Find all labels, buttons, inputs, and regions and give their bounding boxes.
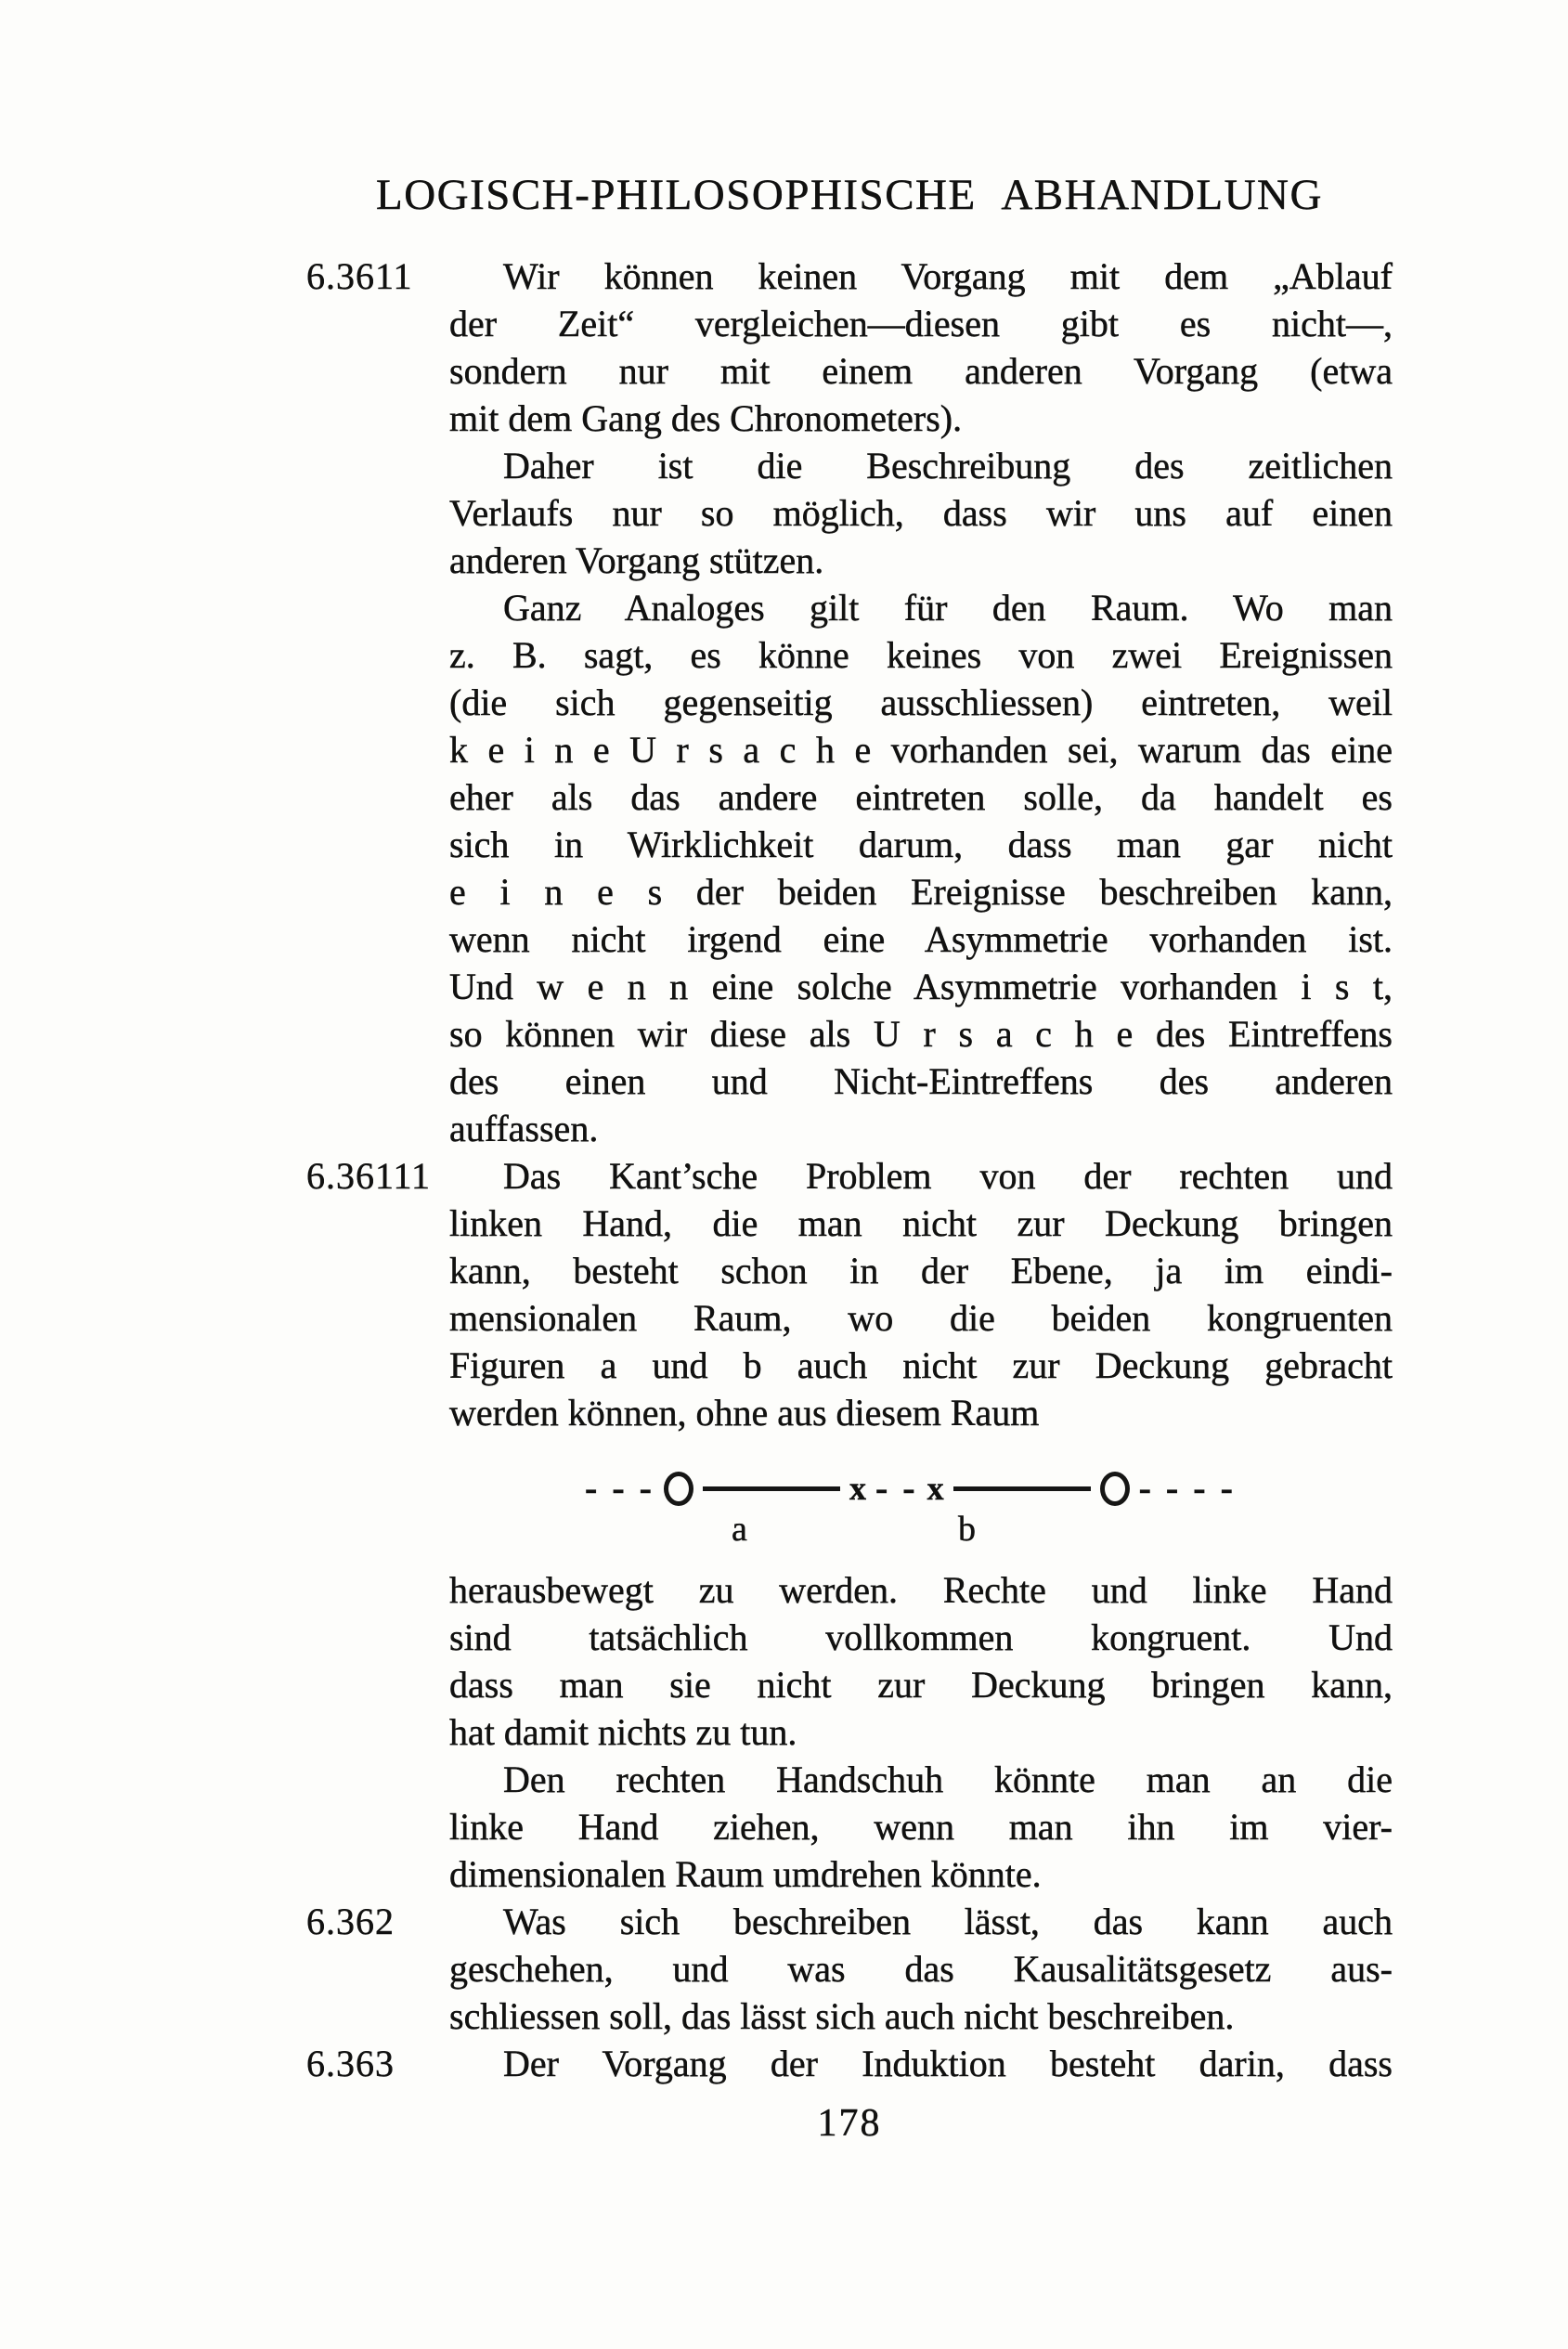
body-line xyxy=(306,1294,1393,1342)
body-text: Den rechten Handschuh könnte man an die xyxy=(503,1759,1393,1800)
circle-node-right-icon xyxy=(1100,1472,1130,1506)
body-line xyxy=(306,631,1393,679)
section-number: 6.3611 xyxy=(306,255,413,297)
body-line xyxy=(306,1247,1393,1294)
body-text: Daher ist die Beschreibung des zeitlichen xyxy=(503,445,1393,487)
body-text: dass man sie nicht zur Deckung bringen kann, xyxy=(449,1664,1393,1706)
solid-segment-a xyxy=(703,1486,840,1491)
page-footer xyxy=(306,2101,1393,2146)
body-line xyxy=(306,300,1393,347)
body-text: Und w e n n eine solche Asymmetrie vorhanden i s t, xyxy=(449,966,1393,1007)
body-line xyxy=(306,1105,1393,1152)
dashed-segment-left: - - - xyxy=(585,1467,654,1509)
body-text: mit dem Gang des Chronometers). xyxy=(449,397,963,439)
body-text: Ganz Analoges gilt für den Raum. Wo man xyxy=(503,587,1393,629)
body-text: e i n e s der beiden Ereignisse beschreiben kann, xyxy=(449,871,1393,913)
body-line xyxy=(306,1342,1393,1389)
body-text: so können wir diese als U r s a c h e des Eintreffens xyxy=(449,1013,1393,1055)
body-text: sind tatsächlich vollkommen kongruent. Und xyxy=(449,1616,1393,1658)
figure-axis-row xyxy=(585,1467,1236,1509)
body-line xyxy=(306,1010,1393,1058)
body-line xyxy=(306,679,1393,726)
section-number: 6.36111 xyxy=(306,1155,432,1197)
figure-label-b: b xyxy=(958,1510,976,1549)
body-text: Figuren a und b auch nicht zur Deckung gebracht xyxy=(449,1344,1393,1386)
body-line xyxy=(306,442,1393,489)
body-line xyxy=(306,2040,1393,2087)
body-text: z. B. sagt, es könne keines von zwei Ereignissen xyxy=(449,634,1393,676)
body-text: werden können, ohne aus diesem Raum xyxy=(449,1392,1040,1434)
body-text: der Zeit“ vergleichen—diesen gibt es nicht—, xyxy=(449,303,1393,344)
page-header xyxy=(306,170,1393,220)
body-line xyxy=(306,821,1393,868)
section-number: 6.362 xyxy=(306,1901,395,1942)
page-title: LOGISCH-PHILOSOPHISCHE ABHANDLUNG xyxy=(376,171,1323,219)
body-line xyxy=(306,1756,1393,1803)
body-line xyxy=(306,1566,1393,1614)
body-line xyxy=(306,584,1393,631)
body-line xyxy=(306,253,1393,300)
body-text: kann, besteht schon in der Ebene, ja im eindi- xyxy=(449,1250,1393,1291)
body-line xyxy=(306,726,1393,773)
body-line xyxy=(306,395,1393,442)
solid-segment-b xyxy=(953,1486,1091,1491)
section-number: 6.363 xyxy=(306,2043,395,2084)
body-text: hat damit nichts zu tun. xyxy=(449,1711,797,1753)
body-line xyxy=(306,1058,1393,1105)
body-text: mensionalen Raum, wo die beiden kongruenten xyxy=(449,1297,1393,1339)
body-text: herausbewegt zu werden. Rechte und linke Hand xyxy=(449,1569,1393,1611)
body-line xyxy=(306,1803,1393,1850)
body-text: linke Hand ziehen, wenn man ihn im vier- xyxy=(449,1806,1393,1848)
body-text: dimensionalen Raum umdrehen könnte. xyxy=(449,1853,1042,1895)
body-line xyxy=(306,1898,1393,1945)
body-text: Das Kant’sche Problem von der rechten und xyxy=(503,1155,1393,1197)
body-line xyxy=(306,1389,1393,1436)
body-text: (die sich gegenseitig ausschliessen) eintreten, weil xyxy=(449,681,1393,723)
body-line xyxy=(306,773,1393,821)
body-line xyxy=(306,1614,1393,1661)
body-text: schliessen soll, das lässt sich auch nicht beschreiben. xyxy=(449,1995,1235,2037)
cross-mark-left: x xyxy=(849,1470,866,1507)
body-text: Wir können keinen Vorgang mit dem „Ablauf xyxy=(503,255,1393,297)
body-text: Was sich beschreiben lässt, das kann auch xyxy=(503,1901,1393,1942)
body-text: auffassen. xyxy=(449,1108,599,1149)
cross-mark-right: x xyxy=(927,1470,944,1507)
one-dimensional-figures-diagram xyxy=(306,1436,1393,1566)
body-text: Der Vorgang der Induktion besteht darin, dass xyxy=(503,2043,1393,2084)
body-line xyxy=(306,868,1393,915)
text-body xyxy=(306,253,1393,2146)
body-text: wenn nicht irgend eine Asymmetrie vorhanden ist. xyxy=(449,918,1393,960)
body-text: des einen und Nicht-Eintreffens des anderen xyxy=(449,1060,1393,1102)
body-line xyxy=(306,489,1393,537)
body-line xyxy=(306,1708,1393,1756)
body-text: eher als das andere eintreten solle, da handelt es xyxy=(449,776,1393,818)
body-line xyxy=(306,1152,1393,1200)
figure-label-a: a xyxy=(732,1510,747,1549)
body-text: sich in Wirklichkeit darum, dass man gar nicht xyxy=(449,824,1393,865)
body-line xyxy=(306,915,1393,963)
circle-node-left-icon xyxy=(664,1472,693,1506)
dashed-segment-middle: - - xyxy=(875,1467,918,1509)
body-text: anderen Vorgang stützen. xyxy=(449,539,824,581)
body-line xyxy=(306,537,1393,584)
body-line xyxy=(306,1661,1393,1708)
dashed-segment-right: - - - - xyxy=(1138,1467,1236,1509)
body-line xyxy=(306,1200,1393,1247)
body-text: sondern nur mit einem anderen Vorgang (etwa xyxy=(449,350,1393,392)
body-text: linken Hand, die man nicht zur Deckung bringen xyxy=(449,1202,1393,1244)
body-text: Verlaufs nur so möglich, dass wir uns auf einen xyxy=(449,492,1393,534)
body-line xyxy=(306,963,1393,1010)
body-line xyxy=(306,1945,1393,1992)
body-line xyxy=(306,1850,1393,1898)
body-text: k e i n e U r s a c h e vorhanden sei, warum das eine xyxy=(449,729,1393,771)
body-text: geschehen, und was das Kausalitätsgesetz aus- xyxy=(449,1948,1393,1990)
body-line xyxy=(306,347,1393,395)
page-number: 178 xyxy=(817,2102,882,2145)
body-line xyxy=(306,1992,1393,2040)
